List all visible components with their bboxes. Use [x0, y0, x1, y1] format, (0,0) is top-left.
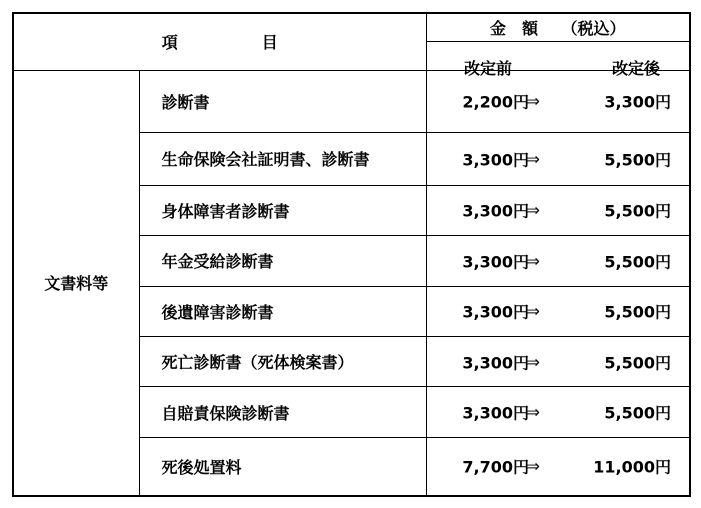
item-name: 年金受給診断書 — [139, 236, 426, 286]
amount-before: 3,300円 — [462, 252, 530, 272]
arrow-icon: ⇒ — [526, 456, 540, 476]
header-amount — [426, 13, 690, 42]
amount-cell — [426, 336, 690, 386]
amount-before: 3,300円 — [462, 403, 530, 423]
amount-before: 3,300円 — [462, 353, 530, 373]
header-item: 項 目 — [13, 13, 426, 70]
amount-after: 5,500円 — [604, 252, 672, 272]
amount-after: 3,300円 — [604, 92, 672, 112]
item-name: 身体障害者診断書 — [139, 185, 426, 235]
header-before: 改定前 — [464, 58, 513, 78]
item-name: 診断書 — [139, 70, 426, 133]
arrow-icon: ⇒ — [526, 402, 540, 422]
amount-after: 5,500円 — [604, 353, 672, 373]
item-name: 死亡診断書（死体検案書） — [139, 336, 426, 386]
category-cell: 文書料等 — [13, 70, 139, 496]
header-tax-label: （税込） — [561, 19, 626, 39]
amount-cell — [426, 387, 690, 437]
amount-after: 5,500円 — [604, 403, 672, 423]
item-name: 生命保険会社証明書、診断書 — [139, 133, 426, 185]
amount-cell — [426, 70, 690, 133]
item-name: 自賠責保険診断書 — [139, 387, 426, 437]
arrow-icon: ⇒ — [526, 352, 540, 372]
amount-cell — [426, 286, 690, 336]
table-row — [13, 70, 690, 133]
header-after: 改定後 — [612, 58, 661, 78]
arrow-icon: ⇒ — [526, 200, 540, 220]
arrow-icon: ⇒ — [526, 251, 540, 271]
amount-before: 3,300円 — [462, 150, 530, 170]
header-row — [13, 13, 690, 42]
amount-before: 3,300円 — [462, 201, 530, 221]
amount-before: 7,700円 — [462, 457, 530, 477]
amount-after: 11,000円 — [593, 457, 672, 477]
amount-after: 5,500円 — [604, 150, 672, 170]
amount-cell — [426, 133, 690, 185]
item-name: 後遺障害診断書 — [139, 286, 426, 336]
header-amount-label: 金 額 — [489, 19, 538, 39]
fee-revision-table — [12, 12, 691, 497]
arrow-icon: ⇒ — [526, 149, 540, 169]
amount-before: 2,200円 — [462, 92, 530, 112]
arrow-icon: ⇒ — [526, 301, 540, 321]
amount-cell — [426, 236, 690, 286]
header-sub — [426, 42, 690, 78]
item-name: 死後処置料 — [139, 437, 426, 496]
amount-cell — [426, 185, 690, 235]
arrow-icon: ⇒ — [526, 91, 540, 111]
amount-cell — [426, 437, 690, 496]
amount-after: 5,500円 — [604, 302, 672, 322]
amount-after: 5,500円 — [604, 201, 672, 221]
amount-before: 3,300円 — [462, 302, 530, 322]
